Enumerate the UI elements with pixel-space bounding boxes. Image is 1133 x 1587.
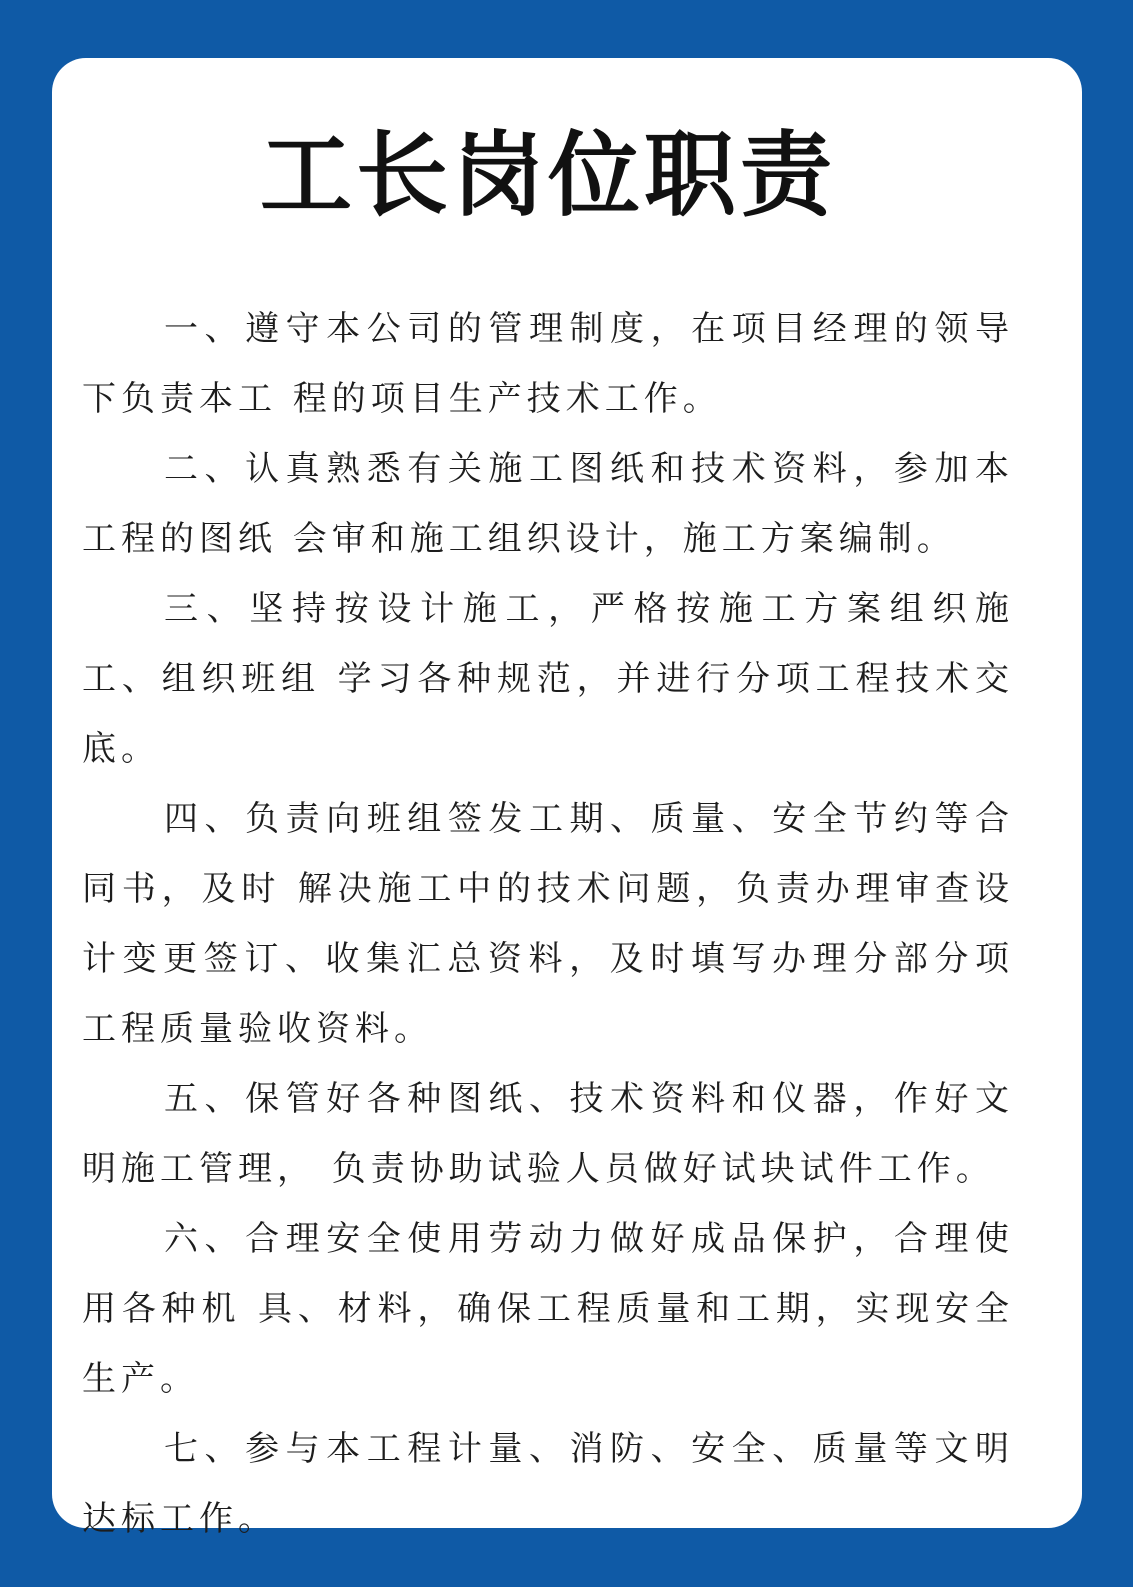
responsibility-item-6: 六、合理安全使用劳动力做好成品保护，合理使用各种机 具、材料，确保工程质量和工期，实现安全生产。	[82, 1219, 1014, 1399]
responsibility-item-5: 五、保管好各种图纸、技术资料和仪器，作好文明施工管理， 负责协助试验人员做好试块试件工作。	[82, 1079, 1014, 1189]
responsibility-item-7: 七、参与本工程计量、消防、安全、质量等文明达标工作。	[82, 1429, 1014, 1539]
white-content-panel	[52, 58, 1082, 1539]
responsibility-list	[82, 294, 1014, 1554]
responsibility-item-3: 三、坚持按设计施工，严格按施工方案组织施工、组织班组 学习各种规范，并进行分项工程技术交底。	[82, 589, 1014, 769]
responsibility-item-2: 二、认真熟悉有关施工图纸和技术资料，参加本工程的图纸 会审和施工组织设计，施工方案编制。	[82, 449, 1014, 559]
responsibility-item-4: 四、负责向班组签发工期、质量、安全节约等合同书，及时 解决施工中的技术问题，负责办理审查设计变更签订、收集汇总资料，及时填写办理分部分项工程质量验收资料。	[82, 799, 1014, 1049]
responsibility-item-1: 一、遵守本公司的管理制度，在项目经理的领导下负责本工 程的项目生产技术工作。	[82, 309, 1014, 419]
poster-title: 工长岗位职责	[259, 122, 836, 229]
